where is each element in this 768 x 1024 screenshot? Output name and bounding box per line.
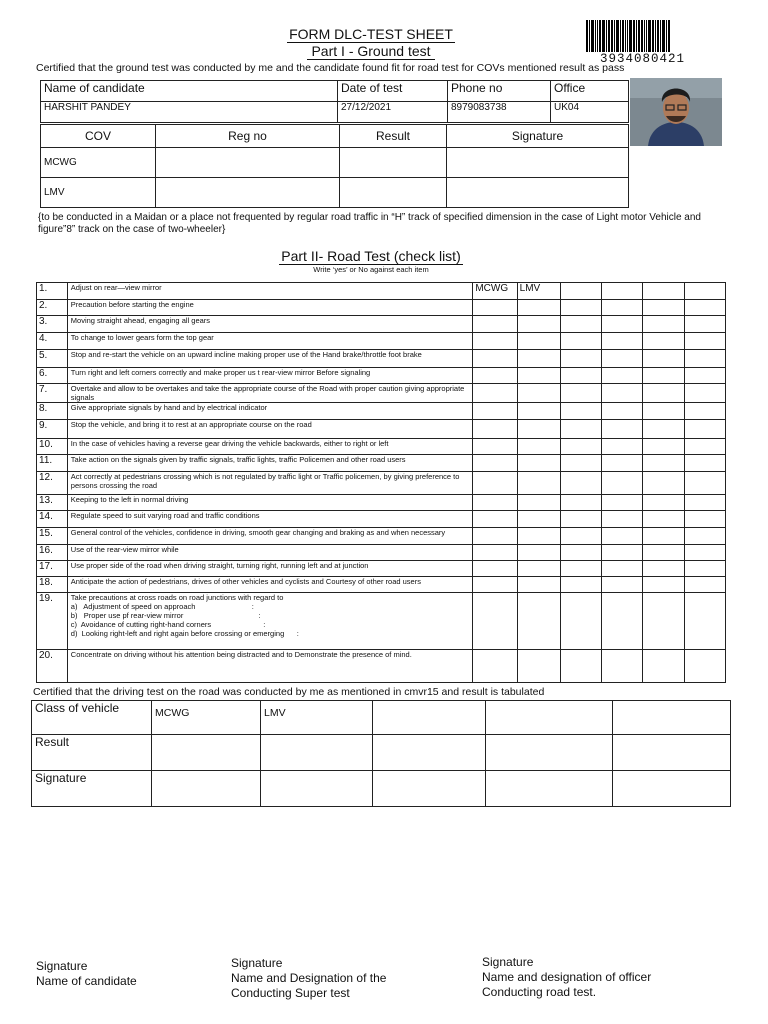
check-cell [684, 300, 725, 316]
cov-header: COV [41, 125, 156, 148]
result-cell [486, 735, 613, 771]
check-cell [643, 545, 684, 561]
item-subpoint: c) Avoidance of cutting right-hand corners : [70, 620, 266, 629]
sig-label: Signature [36, 959, 88, 973]
candidate-table [40, 80, 629, 123]
check-cell [602, 511, 643, 528]
check-cell [517, 495, 560, 511]
item-text: Moving straight ahead, engaging all gears [70, 316, 211, 325]
part2-title: Part II- Road Test (check list) [281, 248, 461, 264]
checklist-row [37, 545, 726, 561]
item-text: Regulate speed to suit varying road and traffic conditions [70, 511, 260, 520]
label-name: Name of candidate [41, 81, 338, 102]
check-cell [602, 439, 643, 455]
check-cell [684, 439, 725, 455]
signature-header: Signature [447, 125, 629, 148]
regno-header: Reg no [156, 125, 340, 148]
check-cell [602, 316, 643, 333]
item-description [67, 333, 473, 350]
item-description [67, 577, 473, 593]
item-number: 16. [37, 545, 68, 561]
check-cell [602, 403, 643, 420]
item-description [67, 561, 473, 577]
result-cell [613, 771, 731, 807]
cov-cell [447, 148, 629, 178]
item-text: Use proper side of the road when driving straight, turning right, running left and at junction [70, 561, 369, 570]
check-cell [517, 316, 560, 333]
form-title: FORM DLC-TEST SHEET [289, 26, 453, 42]
check-cell [643, 650, 684, 683]
check-cell [643, 283, 684, 300]
check-cell [560, 650, 601, 683]
checklist-row [37, 283, 726, 300]
check-cell [684, 495, 725, 511]
item-text: Anticipate the action of pedestrians, drives of other vehicles and cyclists and Courtesy of other road users [70, 577, 421, 586]
sig-label: Signature [482, 955, 534, 969]
item-text: Turn right and left corners correctly and make proper us t rear-view mirror Before signaling [70, 368, 371, 377]
check-cell [517, 545, 560, 561]
check-cell [560, 316, 601, 333]
check-cell [517, 350, 560, 368]
check-cell [684, 455, 725, 472]
check-cell [602, 455, 643, 472]
check-cell [473, 593, 517, 650]
check-cell [560, 472, 601, 495]
candidate-name: HARSHIT PANDEY [41, 102, 338, 123]
check-cell [602, 300, 643, 316]
check-cell [602, 495, 643, 511]
check-cell [560, 403, 601, 420]
check-cell [643, 593, 684, 650]
check-cell [473, 350, 517, 368]
item-number: 3. [37, 316, 68, 333]
check-cell [473, 333, 517, 350]
check-cell [602, 472, 643, 495]
check-cell [602, 577, 643, 593]
check-cell [684, 593, 725, 650]
check-cell [560, 577, 601, 593]
cov-cell [447, 178, 629, 208]
check-cell [643, 511, 684, 528]
check-cell [473, 577, 517, 593]
check-cell [517, 455, 560, 472]
check-cell [684, 561, 725, 577]
item-description [67, 511, 473, 528]
item-description [67, 495, 473, 511]
item-text: Use of the rear-view mirror while [70, 545, 179, 554]
label-office: Office [551, 81, 629, 102]
check-cell [643, 528, 684, 545]
item-number: 8. [37, 403, 68, 420]
result-vehicle-lmv: LMV [261, 701, 373, 735]
part2-subtitle: Write ‘yes’ or No against each item [0, 265, 742, 274]
result-cell [152, 735, 261, 771]
check-cell [560, 300, 601, 316]
result-header: Result [340, 125, 447, 148]
check-cell [643, 495, 684, 511]
checklist-row [37, 368, 726, 384]
item-number: 14. [37, 511, 68, 528]
item-text: Act correctly at pedestrians crossing which is not regulated by traffic light or Traffic policemen, by giving preference to persons crossing the road [70, 472, 460, 490]
check-cell [602, 528, 643, 545]
item-description [67, 384, 473, 403]
sig-role: Name of candidate [36, 974, 137, 988]
item-description [67, 650, 473, 683]
candidate-photo [630, 78, 722, 146]
check-cell [473, 472, 517, 495]
check-cell [643, 455, 684, 472]
cov-row-lmv: LMV [41, 178, 156, 208]
check-cell [643, 384, 684, 403]
item-number: 15. [37, 528, 68, 545]
result-cell [373, 701, 486, 735]
result-cell [261, 735, 373, 771]
item-text: In the case of vehicles having a reverse gear driving the vehicle backwards, either to right or left [70, 439, 389, 448]
result-cell [486, 771, 613, 807]
item-number: 6. [37, 368, 68, 384]
item-description [67, 368, 473, 384]
check-cell [517, 384, 560, 403]
item-number: 18. [37, 577, 68, 593]
checklist-row [37, 511, 726, 528]
check-cell [473, 403, 517, 420]
check-cell [602, 545, 643, 561]
check-cell [473, 439, 517, 455]
checklist-row [37, 472, 726, 495]
result-cell [613, 701, 731, 735]
road-certification: Certified that the driving test on the road was conducted by me as mentioned in cmvr15 and result is tabulated [33, 686, 545, 698]
checklist-row [37, 495, 726, 511]
ground-certification: Certified that the ground test was conducted by me and the candidate found fit for road test for COVs mentioned result as pass [36, 62, 625, 74]
check-cell [684, 384, 725, 403]
part1-title: Part I - Ground test [0, 43, 742, 59]
item-text: Concentrate on driving without his attention being distracted and to Demonstrate the presence of mind. [70, 650, 412, 659]
check-cell [473, 384, 517, 403]
check-cell [473, 316, 517, 333]
check-cell [643, 403, 684, 420]
checklist-row [37, 316, 726, 333]
check-cell [517, 300, 560, 316]
item-text: Take action on the signals given by traffic signals, traffic lights, traffic Policemen and other road users [70, 455, 406, 464]
check-cell [684, 403, 725, 420]
label-result: Result [32, 735, 152, 771]
item-text: Take precautions at cross roads on road junctions with regard to [70, 593, 284, 602]
item-number: 7. [37, 384, 68, 403]
check-cell [602, 650, 643, 683]
ground-test-note: {to be conducted in a Maidan or a place not frequented by regular road traffic in “H” track of specified dimension in the case of Light motor Vehicle and figure”8” track on the case of two-wheeler} [38, 212, 701, 235]
check-cell [684, 350, 725, 368]
check-cell [517, 439, 560, 455]
check-cell [517, 472, 560, 495]
item-number: 13. [37, 495, 68, 511]
test-date: 27/12/2021 [338, 102, 448, 123]
check-cell [517, 577, 560, 593]
check-cell [602, 420, 643, 439]
check-cell [643, 439, 684, 455]
item-number: 11. [37, 455, 68, 472]
label-class-of-vehicle: Class of vehicle [32, 701, 152, 735]
check-cell [684, 368, 725, 384]
phone-number: 8979083738 [448, 102, 551, 123]
check-cell [517, 593, 560, 650]
office-code: UK04 [551, 102, 629, 123]
check-cell [560, 283, 601, 300]
check-cell [643, 300, 684, 316]
item-subpoint: d) Looking right-left and right again before crossing or emerging : [70, 629, 299, 638]
sig-role: Conducting road test. [482, 985, 597, 999]
barcode-number: 3934080421 [600, 52, 686, 66]
check-cell [560, 368, 601, 384]
item-description [67, 439, 473, 455]
check-cell [473, 495, 517, 511]
checklist-row [37, 350, 726, 368]
sig-role: Name and Designation of the [231, 971, 387, 985]
item-number: 17. [37, 561, 68, 577]
check-cell [643, 316, 684, 333]
item-number: 5. [37, 350, 68, 368]
check-cell [602, 368, 643, 384]
officer-signature-block [482, 955, 651, 1000]
checklist-row [37, 384, 726, 403]
check-cell [684, 283, 725, 300]
item-description [67, 283, 473, 300]
label-date: Date of test [338, 81, 448, 102]
check-cell [473, 455, 517, 472]
sig-role: Conducting Super test [231, 986, 350, 1000]
item-description [67, 316, 473, 333]
item-number: 12. [37, 472, 68, 495]
check-cell [602, 283, 643, 300]
col-header-mcwg: MCWG [473, 283, 517, 300]
result-table [31, 700, 731, 807]
check-cell [684, 316, 725, 333]
cov-row-mcwg: MCWG [41, 148, 156, 178]
check-cell [560, 511, 601, 528]
checklist-row [37, 561, 726, 577]
cov-cell [156, 148, 340, 178]
check-cell [473, 650, 517, 683]
check-cell [602, 333, 643, 350]
check-cell [643, 561, 684, 577]
checklist-row [37, 577, 726, 593]
candidate-signature-block [36, 959, 137, 989]
item-text: Stop and re-start the vehicle on an upward incline making proper use of the Hand brake/throttle foot brake [70, 350, 422, 359]
item-text: Adjust on rear—view mirror [70, 283, 162, 292]
item-number: 1. [37, 283, 68, 300]
check-cell [602, 350, 643, 368]
item-text: Overtake and allow to be overtakes and take the appropriate course of the Road with proper caution giving appropriate signals [70, 384, 465, 402]
check-cell [517, 333, 560, 350]
check-cell [517, 368, 560, 384]
item-description [67, 350, 473, 368]
cov-cell [340, 148, 447, 178]
check-cell [602, 561, 643, 577]
sig-role: Name and designation of officer [482, 970, 652, 984]
item-description [67, 420, 473, 439]
item-number: 4. [37, 333, 68, 350]
item-number: 20. [37, 650, 68, 683]
checklist-row [37, 300, 726, 316]
check-cell [684, 472, 725, 495]
check-cell [560, 420, 601, 439]
result-cell [373, 735, 486, 771]
item-text: Precaution before starting the engine [70, 300, 194, 309]
item-description [67, 455, 473, 472]
check-cell [684, 528, 725, 545]
item-description [67, 545, 473, 561]
check-cell [473, 545, 517, 561]
item-text: Stop the vehicle, and bring it to rest at an appropriate course on the road [70, 420, 312, 429]
item-description [67, 528, 473, 545]
item-text: General control of the vehicles, confidence in driving, smooth gear changing and braking as and when necessary [70, 528, 446, 537]
check-cell [560, 593, 601, 650]
check-cell [684, 650, 725, 683]
check-cell [684, 511, 725, 528]
check-cell [517, 561, 560, 577]
item-description [67, 593, 473, 650]
check-cell [473, 368, 517, 384]
check-cell [560, 350, 601, 368]
check-cell [560, 495, 601, 511]
cov-cell [340, 178, 447, 208]
check-cell [643, 472, 684, 495]
checklist-row [37, 403, 726, 420]
item-description [67, 300, 473, 316]
result-cell [613, 735, 731, 771]
check-cell [517, 650, 560, 683]
checklist-row [37, 333, 726, 350]
check-cell [473, 420, 517, 439]
checklist-row [37, 420, 726, 439]
check-cell [643, 577, 684, 593]
sig-label: Signature [231, 956, 283, 970]
result-cell [373, 771, 486, 807]
result-cell [261, 771, 373, 807]
check-cell [473, 561, 517, 577]
item-number: 2. [37, 300, 68, 316]
item-subpoint: a) Adjustment of speed on approach : [70, 602, 254, 611]
check-cell [517, 511, 560, 528]
check-cell [684, 420, 725, 439]
check-cell [517, 420, 560, 439]
item-description [67, 403, 473, 420]
item-number: 10. [37, 439, 68, 455]
item-number: 9. [37, 420, 68, 439]
check-cell [643, 420, 684, 439]
check-cell [643, 368, 684, 384]
checklist-row [37, 528, 726, 545]
check-cell [560, 528, 601, 545]
item-description [67, 472, 473, 495]
checklist-table [36, 282, 726, 683]
item-text: Give appropriate signals by hand and by electrical indicator [70, 403, 268, 412]
check-cell [517, 528, 560, 545]
checklist-row [37, 455, 726, 472]
col-header-lmv: LMV [517, 283, 560, 300]
check-cell [602, 593, 643, 650]
check-cell [473, 300, 517, 316]
barcode [586, 20, 720, 52]
check-cell [684, 577, 725, 593]
check-cell [602, 384, 643, 403]
cov-table [40, 124, 629, 208]
check-cell [560, 545, 601, 561]
check-cell [473, 511, 517, 528]
item-subpoint: b) Proper use pf rear-view mirror : [70, 611, 261, 620]
check-cell [560, 333, 601, 350]
item-number: 19. [37, 593, 68, 650]
checklist-row [37, 439, 726, 455]
super-test-signature-block [231, 956, 386, 1001]
check-cell [643, 333, 684, 350]
check-cell [560, 455, 601, 472]
item-text: Keeping to the left in normal driving [70, 495, 189, 504]
result-cell [152, 771, 261, 807]
check-cell [684, 545, 725, 561]
item-text: To change to lower gears form the top gear [70, 333, 214, 342]
cov-cell [156, 178, 340, 208]
result-cell [486, 701, 613, 735]
checklist-row [37, 650, 726, 683]
check-cell [560, 561, 601, 577]
checklist-row [37, 593, 726, 650]
check-cell [643, 350, 684, 368]
check-cell [473, 528, 517, 545]
check-cell [684, 333, 725, 350]
result-vehicle-mcwg: MCWG [152, 701, 261, 735]
label-signature: Signature [32, 771, 152, 807]
check-cell [517, 403, 560, 420]
check-cell [560, 439, 601, 455]
label-phone: Phone no [448, 81, 551, 102]
check-cell [560, 384, 601, 403]
